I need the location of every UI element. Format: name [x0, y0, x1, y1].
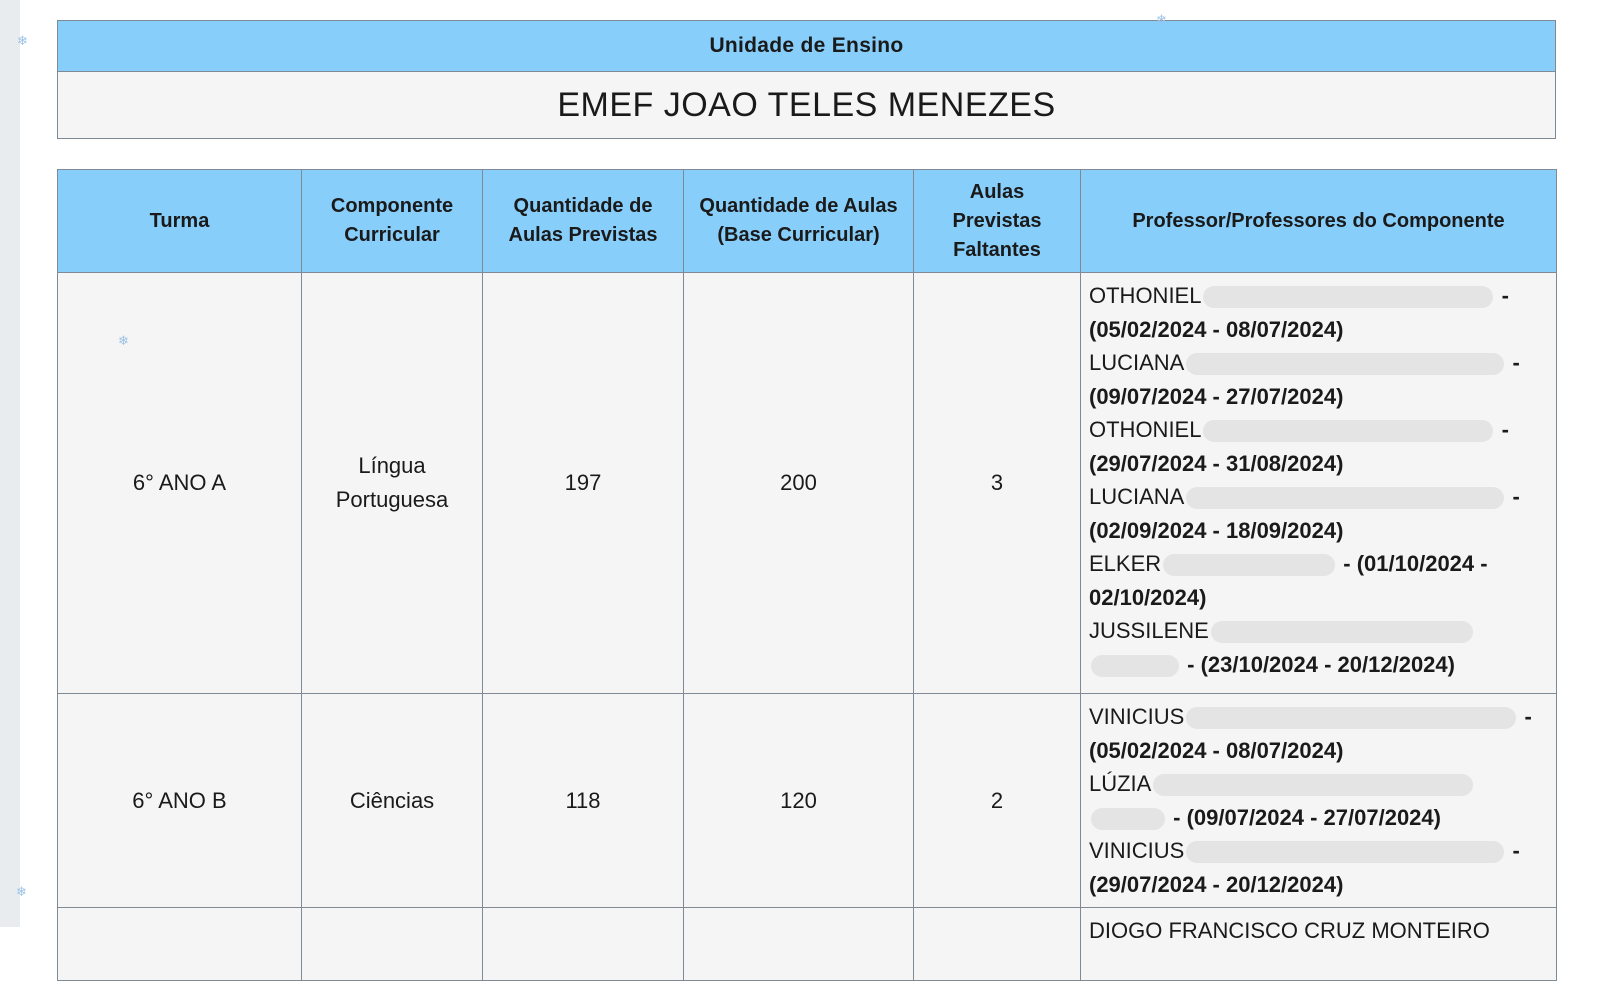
cell-base: 200	[684, 273, 914, 694]
redacted-name	[1186, 487, 1504, 509]
cell-componente	[302, 908, 483, 981]
unit-header: Unidade de Ensino	[58, 21, 1556, 72]
table-row	[58, 694, 1557, 908]
redacted-name	[1186, 707, 1516, 729]
cell-professores	[1081, 694, 1557, 908]
professor-name: VINICIUS	[1089, 704, 1185, 729]
cell-turma: 6° ANO A	[58, 273, 302, 694]
professor-entry	[1089, 547, 1548, 614]
table-row	[58, 908, 1557, 981]
snowflake-icon: ❄	[16, 884, 27, 899]
cell-componente: Ciências	[302, 694, 483, 908]
report-document	[57, 20, 1556, 981]
table-header-row	[58, 170, 1557, 273]
cell-professores	[1081, 908, 1557, 981]
professor-entry	[1089, 700, 1548, 767]
table-row	[58, 273, 1557, 694]
unit-name: EMEF JOAO TELES MENEZES	[58, 72, 1556, 139]
unit-table	[57, 20, 1556, 139]
cell-base: 120	[684, 694, 914, 908]
professor-entry	[1089, 279, 1548, 346]
professor-name: LÚZIA	[1089, 771, 1152, 796]
professor-name: LUCIANA	[1089, 484, 1185, 509]
redacted-name	[1186, 353, 1504, 375]
left-page-margin	[0, 0, 20, 927]
cell-previstas	[483, 908, 684, 981]
professor-period: - (05/02/2024 - 08/07/2024)	[1089, 704, 1532, 763]
professor-period: - (01/10/2024 - 02/10/2024)	[1089, 551, 1488, 610]
col-header-base: Quantidade de Aulas (Base Curricular)	[684, 170, 914, 273]
professor-entry	[1089, 767, 1548, 834]
professor-entry	[1089, 834, 1548, 901]
redacted-name	[1203, 286, 1493, 308]
cell-professores	[1081, 273, 1557, 694]
cell-faltantes: 3	[914, 273, 1081, 694]
cell-faltantes: 2	[914, 694, 1081, 908]
cell-faltantes	[914, 908, 1081, 981]
professor-name: OTHONIEL	[1089, 283, 1202, 308]
cell-previstas: 197	[483, 273, 684, 694]
col-header-faltantes: Aulas Previstas Faltantes	[914, 170, 1081, 273]
professor-period: - (09/07/2024 - 27/07/2024)	[1173, 804, 1441, 830]
col-header-turma: Turma	[58, 170, 302, 273]
professor-name: VINICIUS	[1089, 838, 1185, 863]
redacted-name	[1163, 554, 1335, 576]
professor-entry	[1089, 614, 1548, 681]
professor-name: OTHONIEL	[1089, 417, 1202, 442]
redacted-name	[1211, 621, 1473, 643]
snowflake-icon: ❄	[17, 33, 28, 48]
professor-period: - (29/07/2024 - 31/08/2024)	[1089, 417, 1509, 476]
professor-entry	[1089, 346, 1548, 413]
cell-turma	[58, 908, 302, 981]
professor-name: LUCIANA	[1089, 350, 1185, 375]
redacted-name	[1091, 655, 1179, 677]
professor-name: DIOGO FRANCISCO CRUZ MONTEIRO	[1089, 918, 1490, 943]
col-header-componente: Componente Curricular	[302, 170, 483, 273]
professor-entry	[1089, 413, 1548, 480]
col-header-previstas: Quantidade de Aulas Previstas	[483, 170, 684, 273]
redacted-name	[1203, 420, 1493, 442]
redacted-name	[1153, 774, 1473, 796]
professor-period: - (23/10/2024 - 20/12/2024)	[1187, 651, 1455, 677]
professor-name: JUSSILENE	[1089, 618, 1209, 643]
professor-entry	[1089, 914, 1548, 948]
snowflake-icon: ❄	[118, 333, 129, 348]
professor-period: - (05/02/2024 - 08/07/2024)	[1089, 283, 1509, 342]
col-header-professores: Professor/Professores do Componente	[1081, 170, 1557, 273]
snowflake-icon: ❄	[1156, 12, 1167, 27]
professor-period: - (09/07/2024 - 27/07/2024)	[1089, 350, 1520, 409]
professor-name: ELKER	[1089, 551, 1162, 576]
cell-previstas: 118	[483, 694, 684, 908]
redacted-name	[1091, 808, 1165, 830]
professor-period: - (02/09/2024 - 18/09/2024)	[1089, 484, 1520, 543]
cell-componente: Língua Portuguesa	[302, 273, 483, 694]
components-table	[57, 169, 1557, 981]
redacted-name	[1186, 841, 1504, 863]
cell-base	[684, 908, 914, 981]
professor-period: - (29/07/2024 - 20/12/2024)	[1089, 838, 1520, 897]
cell-turma: 6° ANO B	[58, 694, 302, 908]
professor-entry	[1089, 480, 1548, 547]
